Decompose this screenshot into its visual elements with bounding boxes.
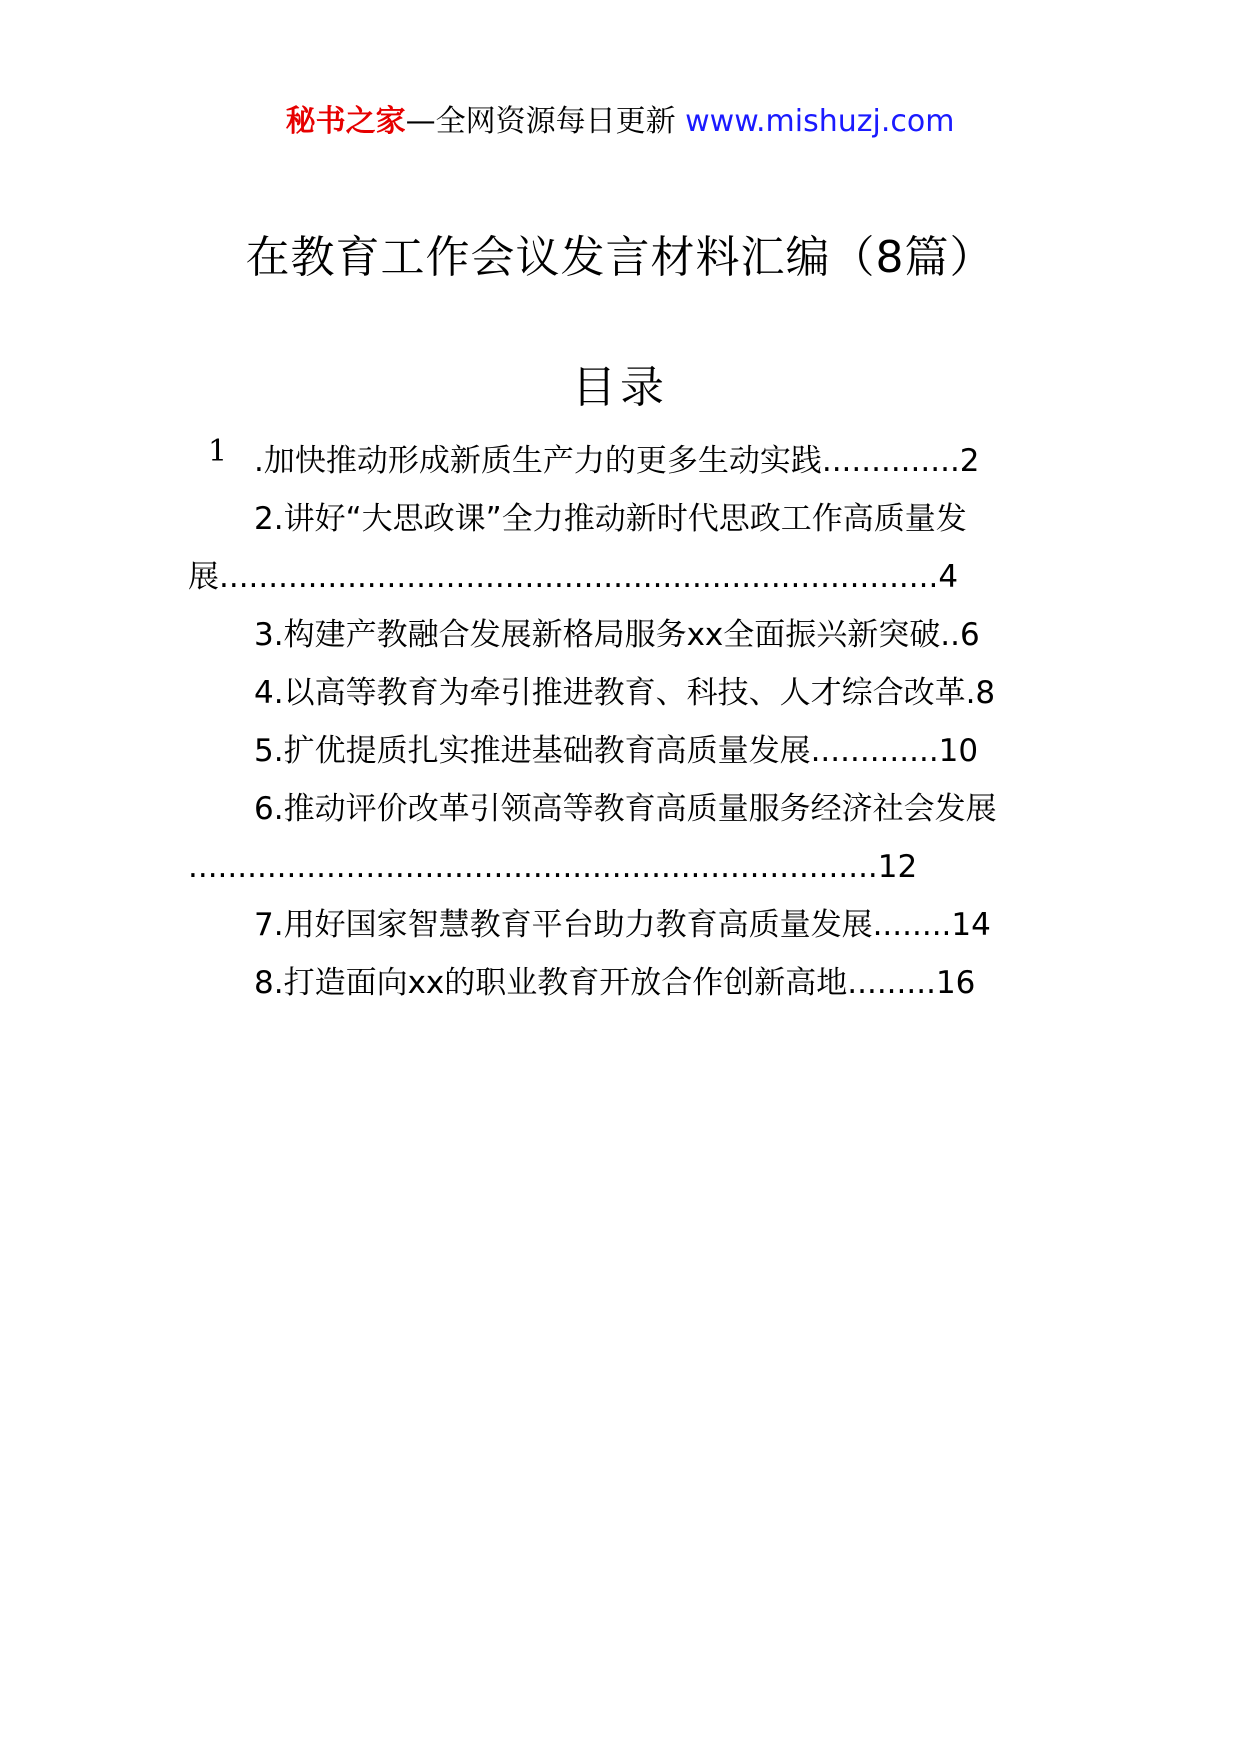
- toc-entry-8[interactable]: 8.打造面向xx的职业教育开放合作创新高地.........16: [254, 965, 976, 1001]
- toc-entry-6[interactable]: 6.推动评价改革引领高等教育高质量服务经济社会发展: [254, 791, 997, 827]
- site-header: [0, 100, 1240, 144]
- document-title: 在教育工作会议发言材料汇编（8篇）: [245, 232, 995, 283]
- toc-entry-2-continued[interactable]: 展.........................................................................4: [188, 559, 959, 595]
- site-tagline: —全网资源每日更新: [405, 104, 676, 139]
- toc-entry-2[interactable]: 2.讲好“大思政课”全力推动新时代思政工作高质量发: [254, 501, 967, 537]
- toc-entry-4[interactable]: 4.以高等教育为牵引推进教育、科技、人才综合改革.8: [254, 675, 996, 711]
- toc-entry-7[interactable]: 7.用好国家智慧教育平台助力教育高质量发展........14: [254, 907, 991, 943]
- site-brand: 秘书之家: [285, 104, 406, 139]
- toc-entry-6-continued[interactable]: ......................................................................12: [188, 849, 918, 885]
- site-url-link[interactable]: www.mishuzj.com: [685, 104, 955, 139]
- toc-entry-1[interactable]: .加快推动形成新质生产力的更多生动实践..............2: [254, 443, 980, 479]
- toc-entry-5[interactable]: 5.扩优提质扎实推进基础教育高质量发展.............10: [254, 733, 979, 769]
- toc-heading: 目录: [572, 362, 668, 413]
- page-marker-number: 1: [208, 434, 228, 469]
- toc-entry-3[interactable]: 3.构建产教融合发展新格局服务xx全面振兴新突破..6: [254, 617, 980, 653]
